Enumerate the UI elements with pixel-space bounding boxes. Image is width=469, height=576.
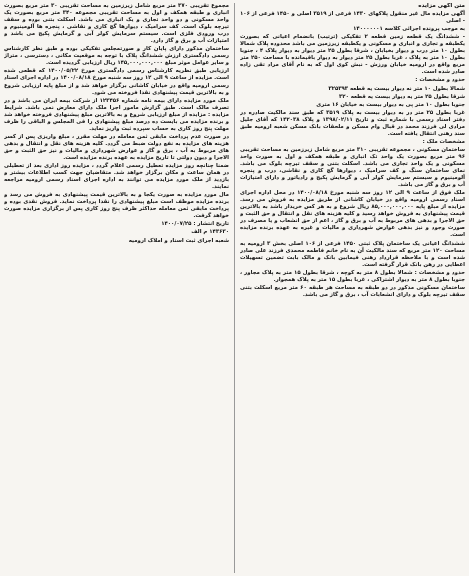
ad-paragraph: غربا بطول ۲۵ متر در به دیوار بیست به پلاک ۳۵۱۹ که طبق سند مالکیت صادره در دفتر اسناد رسمی با شماره ثبت و تاریخ ۱۳۹۸/۰۲/۱۱ و پلاک ۱۴۲۰۳۸ که آقای جلیل مرادی لی فرزند محمد در قبال وام مسکن و ملحقات بانک مسکن شعبه ارومیه طبق سند رهنی انتقال یافته است. (240, 109, 465, 137)
ad-paragraph: شمالا بطول ۱۰ متر نه دیوار بیست یه قطعه ۳۲۵۳۹۳ (328, 85, 465, 92)
ad-paragraph: ساختمان مسکونی مذکور در دو طبقه به مساحت هر طبقه ۶۰ متر مربع اسکلت بتنی سقف تیرچه بلوک و دارای انشعابات آب ، برق و گاز می باشد. (240, 284, 465, 298)
ad-paragraph: ضمنا چنانچه روز مزایده تعطیل رسمی اعلام گردد ، مزایده روز اداری بعد از تعطیلی در همان ساعت و مکان برگزار خواهد شد. متقاضیان جهت کسب اطلاعات بیشتر و بازدید از ملک مورد مزایده می توانند به اداره اجرای اسناد رسمی ارومیه مراجعه نمایند. (4, 163, 229, 191)
ad-paragraph: ساختمان مسکونی ، مجموعه تقریبی ۳۱۰ متر مربع شامل زیرزمین به مساحت تقریبی ۹۶ متر مربع بصورت یک واحد تک انباری و طبقه همکف و اول به صورت واحد مسکونی و یک واحد تجاری می باشد. اسکلت بتنی و سقف تیرچه بلوک می باشد. نمای ساختمان سنگ و کف سرامیک ، دیوارها گچ کاری و نقاشی، درب و پنجره آلومینیوم و سیستم سرمایش کولر آبی و گرمایش پکیج و رادیاتور و دارای امتیازات آب و برق و گاز می باشد. (240, 146, 465, 189)
ad-paragraph: جنوبا بطول ۱۰ متر پی به دیوار بیست به خیابان ۱۶ متری (316, 101, 465, 108)
ad-paragraph: در صورت عدم پرداخت مابقی ثمن معامله در مهلت مقرر ، مبلغ واریزی پس از کسر هزینه های مزایده به نفع دولت ضبط می گردد. کلیه هزینه های نقل و انتقال و بدهی های مربوط به آب ، برق و گاز و عوارض شهرداری و مالیات و نیز حق الثبت و حق الاجرا و دیون دولتی تا تاریخ مزایده به عهده برنده مزایده است. (4, 133, 229, 161)
ad-paragraph: ساختمان مذکور دارای پایان کار و صورتمجلس تفکیکی بوده و طبق نظر کارشناس رسمی دادگستری ارزش ششدانگ پلاک با توجه به موقعیت مکانی ، دسترسی ، متراژ و سایر عوامل موثر مبلغ ۱۴۵,۰۰۰,۰۰۰,۰۰۰ ریال ارزیابی گردیده است. (4, 46, 229, 67)
article-columns (4, 3, 465, 573)
ad-paragraph: مال مورد مزایده به صورت یکجا و به بالاترین قیمت پیشنهادی به فروش می رسد و برنده مزایده موظف است مبلغ پیشنهادی را نقدا پرداخت نماید. فروش نقدی بوده و پرداخت مابقی ثمن معامله حداکثر ظرف پنج روز کاری پس از برگزاری مزایده صورت خواهد گرفت. (4, 192, 229, 220)
ad-paragraph: ارزیابی طبق نظریه کارشناس رسمی دادگستری مورخ ۱۴۰۰/۰۵/۲۲ که قطعی شده است. مزایده از ساعت ۹ الی ۱۲ روز سه شنبه مورخ ۱۴۰۰/۰۸/۱۸ در اداره اجرای اسناد رسمی ارومیه واقع در خیابان کاشانی برگزار خواهد شد و از مبلغ پایه ارزیابی شروع و به بالاترین قیمت پیشنهادی نقدا فروخته می شود. (4, 68, 229, 96)
ad-paragraph: ملک مورد مزایده دارای بیمه نامه شماره ۱۲۳۴۵۶ از شرکت بیمه ایران می باشد و در تصرف مالک است. طبق گزارش مامور اجرا ملک دارای معارض نمی باشد. شرایط مزایده : مزایده از مبلغ ارزیابی شروع و به بالاترین مبلغ پیشنهادی فروخته خواهد شد و برنده مزایده می بایست ده درصد مبلغ پیشنهادی را فی المجلس و الباقی را ظرف مهلت پنج روز کاری به حساب سپرده ثبت واریز نماید. (4, 97, 229, 132)
publish-date: تاریخ انتشار : ۱۴۰۰/۰۷/۲۵ (161, 221, 229, 228)
issuing-office: شعبه اجرای ثبت اسناد و املاک ارومیه (128, 237, 229, 244)
column-divider (234, 3, 235, 573)
ad-paragraph: ملک فوق از ساعت ۹ الی ۱۲ روز سه شنبه مورخ ۱۴۰۰/۰۸/۱۸ در محل اداره اجرای اسناد رسمی ارومیه واقع در خیابان کاشانی از طریق مزایده به فروش می رسد. مزایده از مبلغ پایه ۸۵,۰۰۰,۰۰۰,۰۰۰ ریال شروع و به هر کس خریدار باشد به بالاترین قیمت پیشنهادی به فروش خواهد رسید و کلیه هزینه های نقل و انتقال و حق الثبت و حق الاجرا و بدهی های مربوط به آب و برق و گاز ، اعم از حق انشعاب و یا مصرف در صورت وجود و نیز بدهی عوارض شهرداری و مالیات و غیره به عهده برنده مزایده است. (240, 190, 465, 239)
ad-paragraph: مجموع تقریبی ۳۷۰ متر مربع شامل زیرزمین به مساحت تقریبی ۳۰ متر مربع بصورت انباری و طبقه همکف و اول به مساحت تقریبی مجموعه ۳۴۰ متر مربع بصورت یک واحد مسکونی و دو واحد تجاری و یک انباری می باشد. اسکلت بتنی بوده و سقف تیرچه بلوک است. کف سرامیک ، دیوارها گچ کاری و نقاشی ، پنجره ها آلومینیوم و درب ورودی فلزی است. سیستم سرمایش کولر آبی و گرمایش پکیج می باشد و امتیازات آب و برق و گاز دارد. (4, 3, 229, 45)
ad-paragraph: شرقا بطول ۲۵ متر یه دیوار بیست یه قطعه ۳۲۰ (338, 93, 465, 100)
ad-paragraph: حدود و مشخصات : شمالا بطول ۸ متر به کوچه ، شرقا بطول ۱۵ متر به پلاک مجاور ، جنوبا بطول ۸ متر به دیوار اشتراکی ، غربا بطول ۱۵ متر به پلاک همجوار. (240, 269, 465, 283)
ad-subheading: حدود و مشخصات : (415, 77, 465, 84)
ad-paragraph: به موجب پرونده اجرائی کلاسه ۱۴۰۰۰۰۰۰۱ (353, 26, 465, 33)
ad-subheading: مشخصات ملک : (422, 138, 465, 145)
right-column (240, 3, 465, 573)
ad-heading: متن آگهی مزایده (418, 3, 465, 9)
ad-reference-number: ۱۴۳۶۳۰ م الف (191, 229, 229, 236)
left-column (4, 3, 229, 573)
ad-paragraph: - ششدانگ یک قطعه زمین قطعه ۲ تفکیکی (ترتیب) بانضمام اعیانی که بصورت یکطبقه و تجاری و انباری و مسکونی و یکطبقه زیرزمین می باشد محدوده پلاک شمالا بطول ۱۰ متر درب و دیوار بخیابان ، شرقا بطول ۲۵ متر دیوار به دیوار پلاک ۴ ، جنوبا بطول ۱۰ متر به پلاک ، غربا بطول ۲۵ متر دیوار به دیوار باقیمانده با مساحت ۲۵۰ متر مربع واقع در ارومیه خیابان ورزش - نبش کوی اول که به نام آقای مراد تقی زاده صادر شده است. (240, 34, 465, 76)
ad-paragraph: آگهی مزایده مال غیر منقول پلاکهای ۱۴۳۰ فرعی از ۳۵۱۹ اصلی و ۱۴۵۰ فرعی از ۱۰۶ - اصلی (240, 11, 465, 25)
ad-paragraph: ششدانگ اعیانی یک ساختمان پلاک ثبتی ۱۴۵۰ فرعی از ۱۰۶ اصلی بخش ۳ ارومیه به مساحت ۱۲۰ متر مربع که سند مالکیت آن به نام خانم فاطمه محمدی فرزند علی صادر شده است و با ملاحظه قرارداد رهنی فیمابین بانک و مالک بابت تضمین تسهیلات اعطایی در رهن بانک قرار گرفته است. (240, 240, 465, 268)
